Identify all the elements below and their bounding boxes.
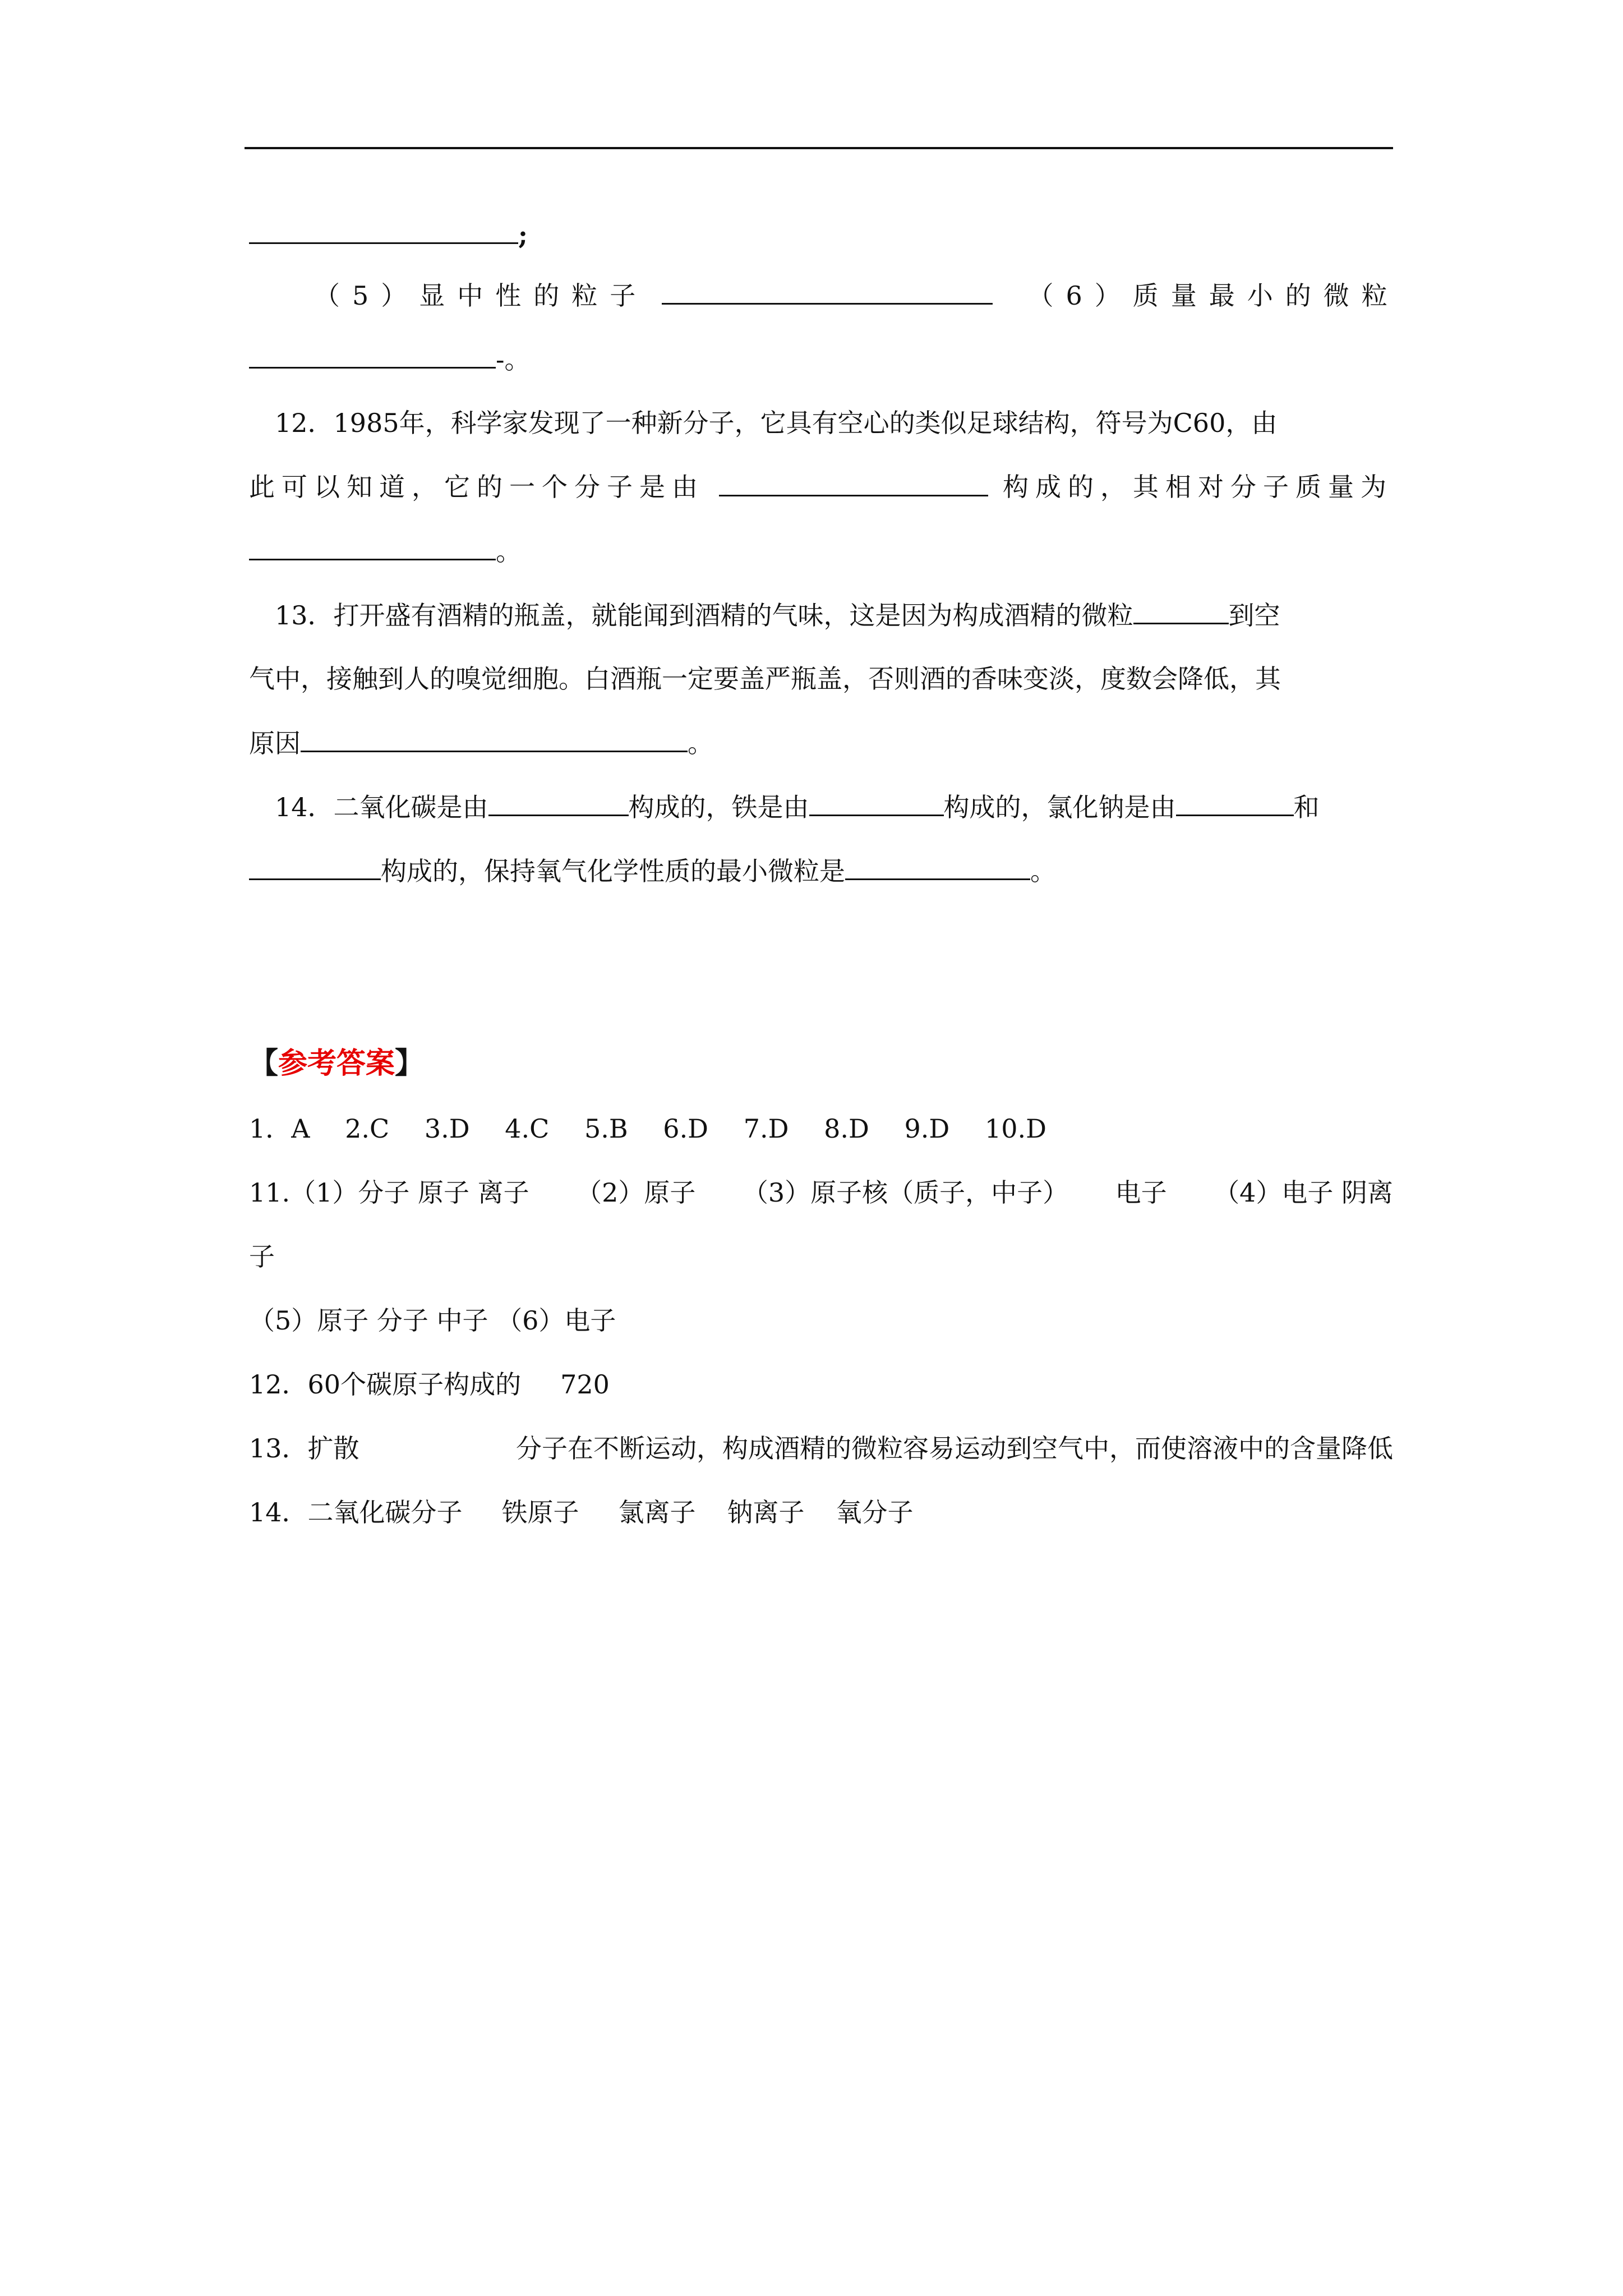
answer-blank[interactable] (809, 790, 944, 816)
answer-11-line2: 子 (249, 1241, 275, 1272)
answer-blank[interactable] (488, 790, 629, 816)
q12-line3: 。 (249, 534, 522, 568)
answer-blank[interactable] (249, 218, 518, 244)
answer-12: 12．60个碳原子构成的 720 (249, 1369, 610, 1400)
q14-line2: 构成的，保持氧气化学性质的最小微粒是 。 (249, 854, 1056, 888)
header-rule (245, 147, 1393, 149)
q13-line1: 13．打开盛有酒精的瓶盖，就能闻到酒精的气味，这是因为构成酒精的微粒 到空 (275, 598, 1280, 632)
q11-parts-5-6 (314, 278, 1400, 312)
answer-11-line3: （5）原子 分子 中子 （6）电子 (249, 1305, 616, 1336)
answer-blank[interactable] (662, 278, 993, 305)
q11-continuation-line: ; (249, 218, 528, 252)
answers-heading-text: 参考答案 (278, 1046, 395, 1080)
answer-blank[interactable] (249, 342, 496, 369)
q11-part5-label: （5）显中性的粒子 (314, 280, 648, 311)
answer-1-10: 1．A 2.C 3.D 4.C 5.B 6.D 7.D 8.D 9.D 10.D (249, 1114, 1046, 1144)
answer-blank[interactable] (1176, 790, 1294, 816)
q13-line3: 原因 。 (249, 726, 713, 760)
answer-14: 14．二氧化碳分子 铁原子 氯离子 钠离子 氧分子 (249, 1497, 914, 1527)
q11-part6-answer-line: -。 (249, 342, 531, 376)
q12-line1: 12．1985年，科学家发现了一种新分子，它具有空心的类似足球结构，符号为C60，由 (275, 408, 1278, 438)
q13-line2: 气中，接触到人的嗅觉细胞。白酒瓶一定要盖严瓶盖，否则酒的香味变淡，度数会降低，其 (249, 664, 1281, 694)
answers-heading: 【参考答案】 (249, 1046, 425, 1080)
answer-13: 13．扩散 分子在不断运动，构成酒精的微粒容易运动到空气中，而使溶液中的含量降低 (249, 1433, 1393, 1464)
q14-line1: 14．二氧化碳是由 构成的，铁是由 构成的，氯化钠是由 和 (275, 790, 1320, 824)
answer-blank[interactable] (249, 534, 496, 560)
answer-blank[interactable] (249, 854, 381, 880)
answer-blank[interactable] (719, 470, 988, 496)
q12-line2: 此可以知道，它的一个分子是由 构成的，其相对分子质量为 (249, 470, 1393, 504)
answer-11-line1: 11.（1）分子 原子 离子 （2）原子 （3）原子核（质子，中子） 电子 （4）电子 阴离 (249, 1177, 1393, 1208)
answer-blank[interactable] (1133, 598, 1229, 624)
answer-blank[interactable] (301, 726, 688, 752)
answer-blank[interactable] (845, 854, 1030, 880)
q11-part6-label: （6）质量最小的微粒 (1027, 280, 1400, 311)
